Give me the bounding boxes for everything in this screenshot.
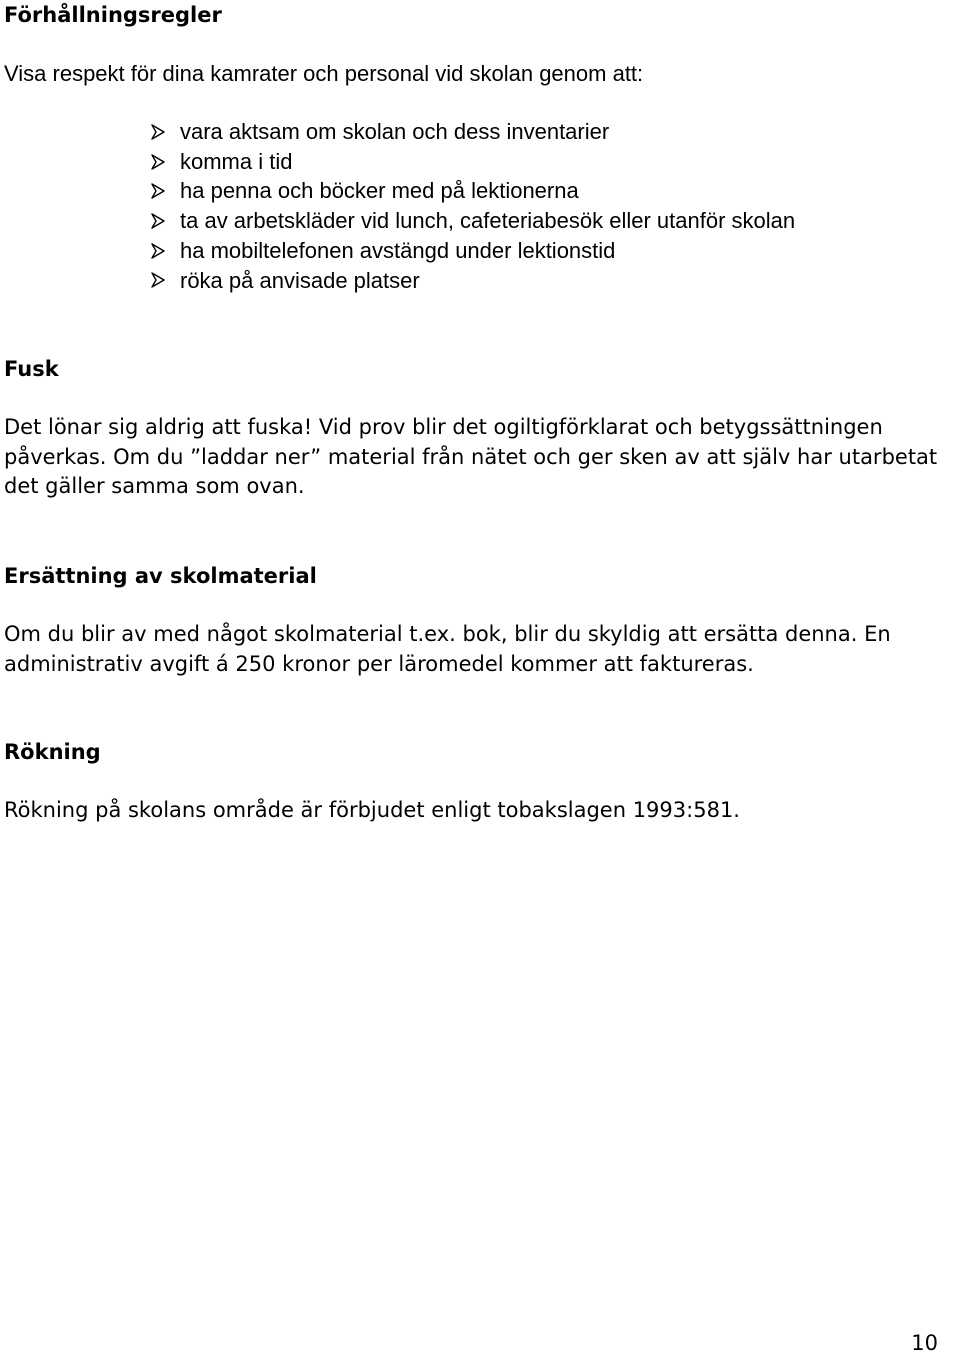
rules-intro: Visa respekt för dina kamrater och personal vid skolan genom att: [4, 61, 644, 86]
list-item-text: ha penna och böcker med på lektionerna [180, 178, 579, 204]
rokning-body: Rökning på skolans område är förbjudet enligt tobakslagen 1993:581. [4, 798, 740, 822]
page-number: 10 [911, 1331, 938, 1355]
list-item-text: ha mobiltelefonen avstängd under lektionstid [180, 237, 616, 263]
list-item [150, 266, 795, 296]
list-item-text: röka på anvisade platser [180, 267, 420, 293]
section-title-rokning: Rökning [4, 740, 101, 764]
arrowhead-bullet-icon [150, 272, 166, 288]
list-item-text: vara aktsam om skolan och dess inventarier [180, 119, 610, 144]
section-title-fusk: Fusk [4, 357, 59, 381]
list-item [150, 147, 795, 177]
list-item [150, 117, 795, 147]
list-item [150, 176, 795, 206]
list-item-text: ta av arbetskläder vid lunch, cafeteriabesök eller utanför skolan [180, 208, 796, 234]
arrowhead-bullet-icon [150, 183, 166, 199]
arrowhead-bullet-icon [150, 124, 166, 140]
arrowhead-bullet-icon [150, 213, 166, 229]
list-item-text: komma i tid [180, 148, 293, 174]
ersattning-body: Om du blir av med något skolmaterial t.ex. bok, blir du skyldig att ersätta denna. En administrativ avgift á 250 kronor per läromedel kommer att faktureras. [4, 622, 891, 676]
section-title-ersattning: Ersättning av skolmaterial [4, 564, 317, 588]
arrowhead-bullet-icon [150, 154, 166, 170]
list-item [150, 236, 795, 266]
list-item [150, 206, 795, 236]
arrowhead-bullet-icon [150, 243, 166, 259]
fusk-body: Det lönar sig aldrig att fuska! Vid prov blir det ogiltigförklarat och betygssättningen påverkas. Om du ”laddar ner” material från nätet och ger sken av att själv har utarbetat det gäller samma som ovan. [4, 415, 938, 498]
rules-list [150, 117, 795, 295]
section-title-rules: Förhållningsregler [4, 3, 222, 27]
